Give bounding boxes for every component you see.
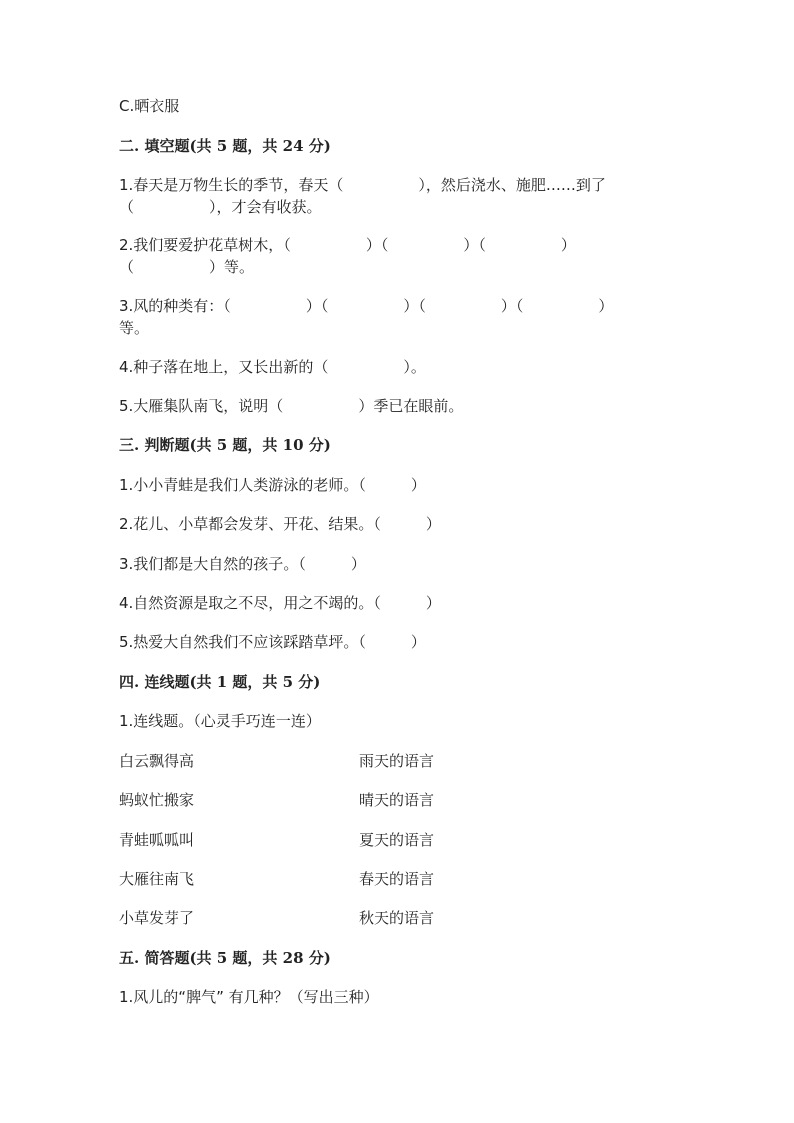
fill-q4: 4.种子落在地上，又长出新的（ ）。	[119, 358, 426, 376]
short-section-heading: 五. 简答题(共 5 题，共 28 分)	[119, 949, 331, 967]
match-left-item: 白云飘得高	[119, 752, 195, 770]
fill-q2-line1: 2.我们要爱护花草树木，（ ）（ ）（ ）	[119, 236, 576, 254]
match-right-item: 秋天的语言	[359, 909, 435, 927]
match-section-heading: 四. 连线题(共 1 题，共 5 分)	[119, 673, 321, 691]
short-q1: 1.风儿的“脾气” 有几种？（写出三种）	[119, 988, 379, 1006]
match-right-item: 夏天的语言	[359, 831, 435, 849]
fill-q3-line1: 3.风的种类有：（ ）（ ）（ ）（ ）	[119, 297, 614, 315]
judge-q5: 5.热爱大自然我们不应该踩踏草坪。（ ）	[119, 633, 426, 651]
fill-q3-line2: 等。	[119, 319, 150, 337]
fill-q5: 5.大雁集队南飞，说明（ ）季已在眼前。	[119, 397, 464, 415]
match-right-item: 春天的语言	[359, 870, 435, 888]
prev-option-c: C.晒衣服	[119, 97, 180, 115]
judge-q3: 3.我们都是大自然的孩子。（ ）	[119, 555, 366, 573]
match-left-item: 小草发芽了	[119, 909, 195, 927]
match-left-item: 蚂蚁忙搬家	[119, 791, 195, 809]
fill-q2-line2: （ ）等。	[119, 258, 255, 276]
judge-q2: 2.花儿、小草都会发芽、开花、结果。（ ）	[119, 515, 441, 533]
fill-q1-line1: 1.春天是万物生长的季节，春天（ ），然后浇水、施肥……到了	[119, 176, 606, 194]
match-right-item: 雨天的语言	[359, 752, 435, 770]
fill-section-heading: 二. 填空题(共 5 题，共 24 分)	[119, 137, 331, 155]
judge-q1: 1.小小青蛙是我们人类游泳的老师。（ ）	[119, 476, 426, 494]
match-left-item: 大雁往南飞	[119, 870, 195, 888]
match-right-item: 晴天的语言	[359, 791, 435, 809]
fill-q1-line2: （ ），才会有收获。	[119, 198, 322, 216]
match-left-item: 青蛙呱呱叫	[119, 831, 195, 849]
judge-q4: 4.自然资源是取之不尽，用之不竭的。（ ）	[119, 594, 441, 612]
judge-section-heading: 三. 判断题(共 5 题，共 10 分)	[119, 436, 331, 454]
match-q1: 1.连线题。（心灵手巧连一连）	[119, 712, 321, 730]
